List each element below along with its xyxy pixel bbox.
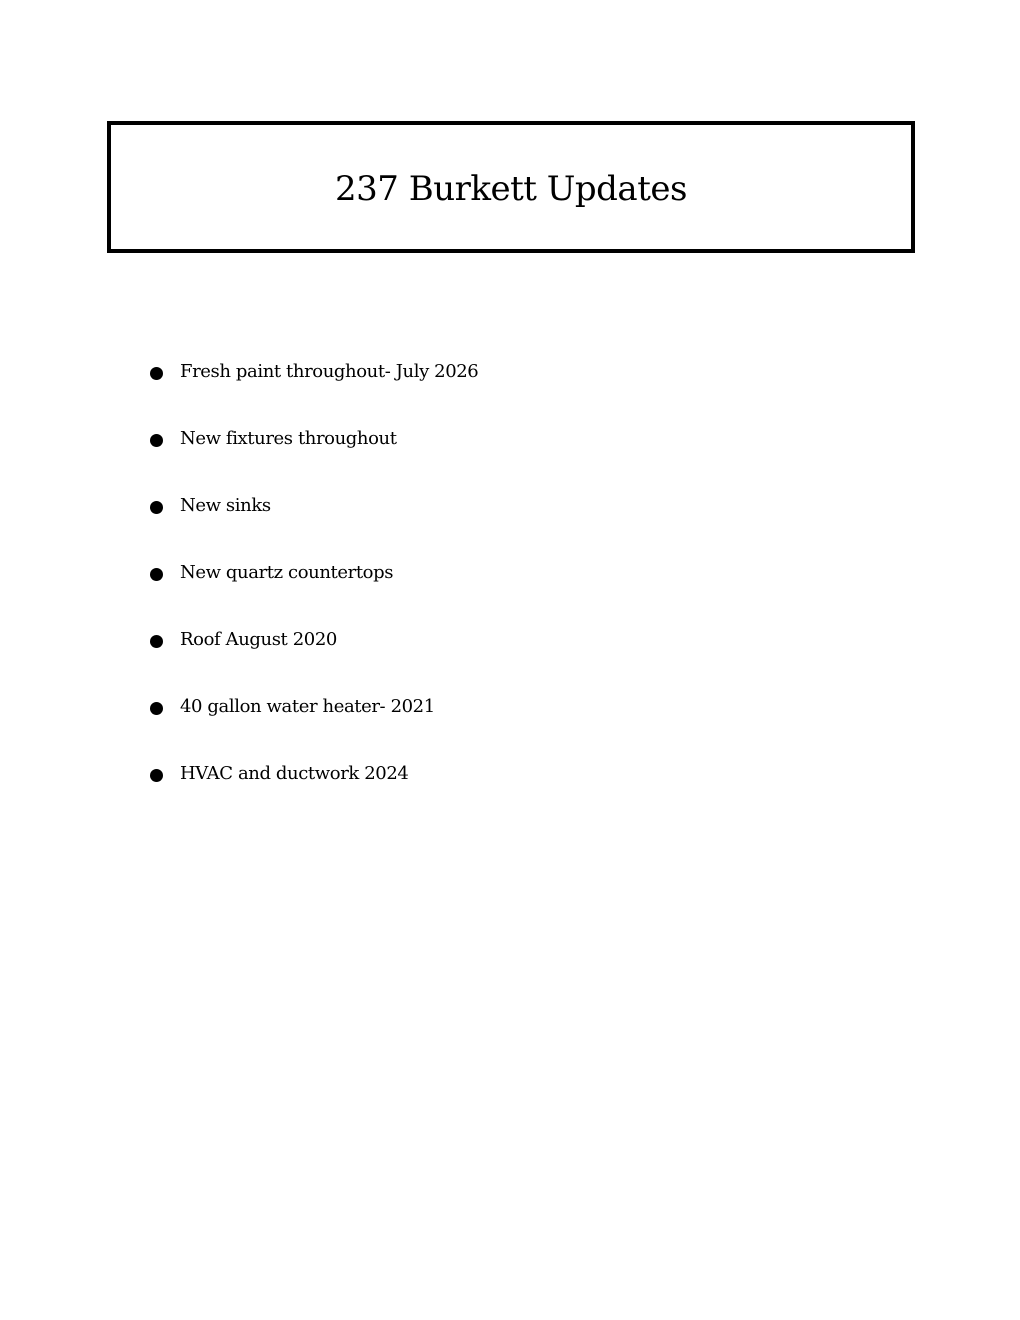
list-item-text: 40 gallon water heater- 2021: [180, 696, 435, 717]
list-item-text: Roof August 2020: [180, 629, 337, 650]
list-item: [150, 494, 478, 561]
list-item: [150, 561, 478, 628]
list-item: [150, 427, 478, 494]
bullet-icon: [150, 501, 163, 514]
page-title: 237 Burkett Updates: [335, 169, 687, 209]
list-item: [150, 360, 478, 427]
list-item-text: New sinks: [180, 495, 271, 516]
list-item-text: HVAC and ductwork 2024: [180, 763, 409, 784]
bullet-icon: [150, 635, 163, 648]
list-item: [150, 628, 478, 695]
list-item-text: Fresh paint throughout- July 2026: [180, 361, 479, 382]
bullet-icon: [150, 702, 163, 715]
list-item-text: New fixtures throughout: [180, 428, 397, 449]
bullet-icon: [150, 568, 163, 581]
list-item: [150, 695, 478, 762]
bullet-icon: [150, 367, 163, 380]
updates-list: [150, 360, 478, 829]
bullet-icon: [150, 769, 163, 782]
title-box: [107, 121, 915, 253]
list-item-text: New quartz countertops: [180, 562, 394, 583]
bullet-icon: [150, 434, 163, 447]
list-item: [150, 762, 478, 829]
